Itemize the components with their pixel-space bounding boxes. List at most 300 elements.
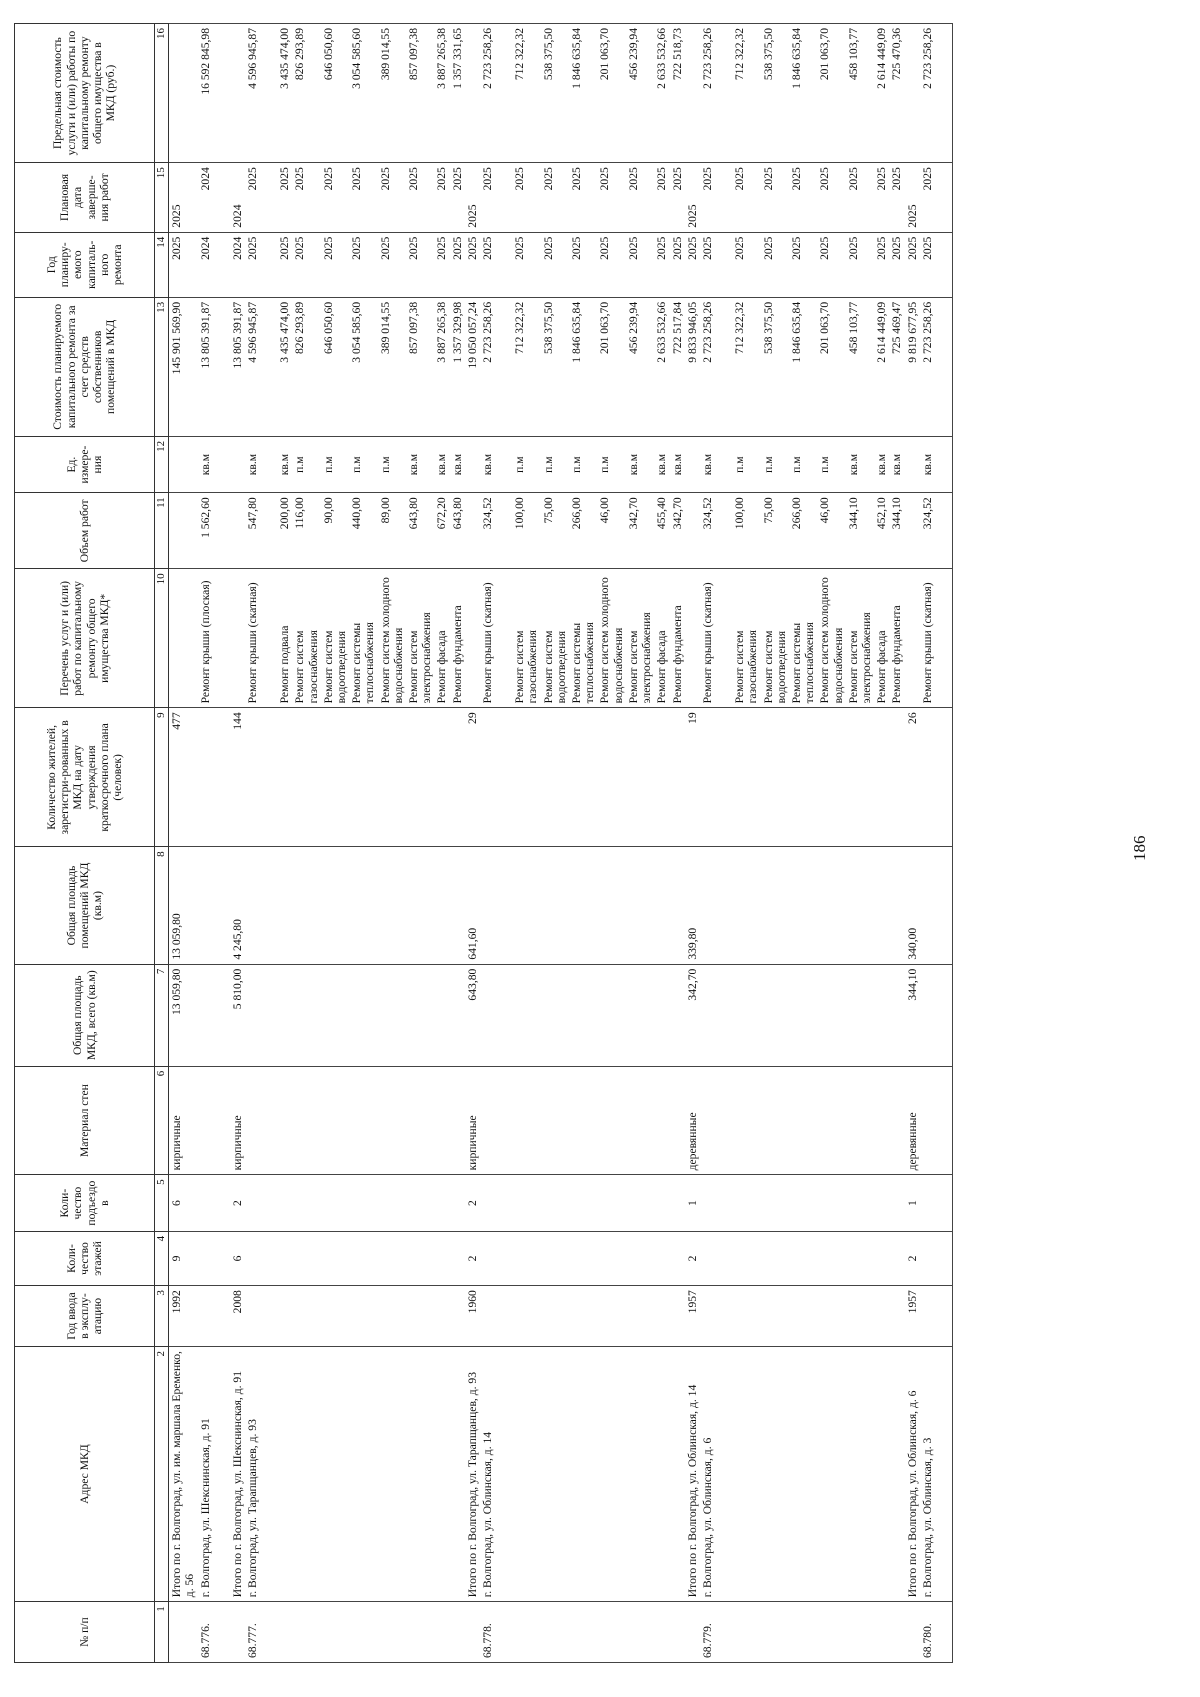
work-end-year: 2025 xyxy=(874,163,889,233)
work-unit: кв.м xyxy=(406,436,434,492)
work-plan-year: 2025 xyxy=(846,232,874,297)
work-unit: кв.м xyxy=(198,436,213,492)
table-header xyxy=(15,24,169,1663)
work-plan-year: 2025 xyxy=(406,232,434,297)
work-cost: 646 050,60 xyxy=(321,297,349,436)
work-plan-year: 2025 xyxy=(700,232,715,297)
work-limit: 1 357 331,65 xyxy=(450,24,465,163)
row-number: 68.779. xyxy=(700,1602,715,1663)
work-unit: п.м xyxy=(321,436,349,492)
total-floors: 2 xyxy=(905,1231,920,1285)
work-volume: 324,52 xyxy=(920,493,935,569)
work-volume: 324,52 xyxy=(480,493,495,569)
work-limit: 456 239,94 xyxy=(626,24,654,163)
work-name: Ремонт систем электроснабжения xyxy=(626,569,654,708)
total-wall: кирпичные xyxy=(465,1066,480,1175)
work-end-year: 2025 xyxy=(846,163,874,233)
header-cost: Стоимость планируемого капитального ремонта за счет средств собственников помещений в МКД xyxy=(15,297,155,436)
work-unit: кв.м xyxy=(245,436,260,492)
work-end-year: 2025 xyxy=(569,163,597,233)
work-end-year: 2025 xyxy=(700,163,715,233)
header-plan-year: Год планиру-емого капиталь-ного ремонта xyxy=(15,232,155,297)
work-limit: 646 050,60 xyxy=(321,24,349,163)
colnum: 14 xyxy=(155,232,169,297)
work-unit: кв.м xyxy=(626,436,654,492)
work-cost: 725 469,47 xyxy=(889,297,904,436)
work-plan-year: 2025 xyxy=(277,232,292,297)
work-cost: 201 063,70 xyxy=(597,297,625,436)
table-row xyxy=(512,24,540,1663)
work-plan-year: 2025 xyxy=(597,232,625,297)
work-end-year: 2025 xyxy=(349,163,377,233)
work-volume: 46,00 xyxy=(817,493,845,569)
total-area-total: 643,80 xyxy=(465,964,480,1066)
colnum: 4 xyxy=(155,1231,169,1285)
total-end-year: 2025 xyxy=(685,163,700,233)
total-cost: 9 833 946,05 xyxy=(685,297,700,436)
total-row xyxy=(230,24,245,1663)
total-entrances: 6 xyxy=(169,1175,198,1231)
work-name: Ремонт фундамента xyxy=(889,569,904,708)
work-end-year: 2025 xyxy=(406,163,434,233)
table-row xyxy=(670,24,685,1663)
work-volume: 643,80 xyxy=(406,493,434,569)
work-volume: 266,00 xyxy=(789,493,817,569)
work-cost: 389 014,55 xyxy=(378,297,406,436)
total-address: Итого по г. Волгоград, ул. Облинская, д. 14 xyxy=(685,1346,700,1601)
total-floors: 6 xyxy=(230,1231,245,1285)
work-end-year: 2025 xyxy=(817,163,845,233)
table-row xyxy=(874,24,889,1663)
work-end-year: 2025 xyxy=(292,163,320,233)
work-end-year: 2025 xyxy=(789,163,817,233)
work-name: Ремонт систем газоснабжения xyxy=(292,569,320,708)
total-address: Итого по г. Волгоград, ул. Шекснинская, д. 91 xyxy=(230,1346,245,1601)
work-cost: 538 375,50 xyxy=(761,297,789,436)
page-number: 186 xyxy=(1130,835,1149,861)
work-name: Ремонт системы теплоснабжения xyxy=(349,569,377,708)
work-unit: п.м xyxy=(817,436,845,492)
work-volume: 90,00 xyxy=(321,493,349,569)
work-plan-year: 2025 xyxy=(541,232,569,297)
total-floors: 9 xyxy=(169,1231,198,1285)
header-volume: Объем работ xyxy=(15,493,155,569)
work-cost: 4 596 945,87 xyxy=(245,297,260,436)
work-name: Ремонт подвала xyxy=(277,569,292,708)
row-address: г. Волгоград, ул. Облинская, д. 14 xyxy=(480,1346,495,1601)
total-residents: 477 xyxy=(169,708,198,847)
work-end-year: 2025 xyxy=(378,163,406,233)
colnum: 11 xyxy=(155,493,169,569)
table-row xyxy=(846,24,874,1663)
work-end-year: 2025 xyxy=(434,163,449,233)
table-row xyxy=(732,24,760,1663)
work-cost: 722 517,84 xyxy=(670,297,685,436)
work-unit: п.м xyxy=(789,436,817,492)
work-cost: 2 614 449,09 xyxy=(874,297,889,436)
work-limit: 2 723 258,26 xyxy=(480,24,495,163)
total-entrances: 2 xyxy=(230,1175,245,1231)
work-unit: кв.м xyxy=(654,436,669,492)
row-address: г. Волгоград, ул. Шекснинская, д. 91 xyxy=(198,1346,213,1601)
work-unit: кв.м xyxy=(874,436,889,492)
work-plan-year: 2025 xyxy=(874,232,889,297)
colnum: 1 xyxy=(155,1602,169,1663)
work-plan-year: 2025 xyxy=(321,232,349,297)
work-limit: 2 633 532,66 xyxy=(654,24,669,163)
table-row xyxy=(626,24,654,1663)
work-limit: 4 596 945,87 xyxy=(245,24,260,163)
work-limit: 712 322,32 xyxy=(732,24,760,163)
table-row xyxy=(378,24,406,1663)
total-row xyxy=(465,24,480,1663)
total-residents: 19 xyxy=(685,708,700,847)
work-name: Ремонт крыши (скатная) xyxy=(480,569,495,708)
work-end-year: 2025 xyxy=(626,163,654,233)
work-volume: 440,00 xyxy=(349,493,377,569)
row-address: г. Волгоград, ул. Тарапщанцев, д. 93 xyxy=(245,1346,260,1601)
work-end-year: 2025 xyxy=(541,163,569,233)
work-unit: кв.м xyxy=(434,436,449,492)
total-cost: 9 819 677,95 xyxy=(905,297,920,436)
work-end-year: 2025 xyxy=(321,163,349,233)
work-unit: п.м xyxy=(761,436,789,492)
total-wall: деревянные xyxy=(685,1066,700,1175)
work-unit: п.м xyxy=(732,436,760,492)
work-volume: 266,00 xyxy=(569,493,597,569)
work-limit: 201 063,70 xyxy=(817,24,845,163)
table-row xyxy=(700,24,715,1663)
total-year: 1960 xyxy=(465,1286,480,1347)
work-cost: 712 322,32 xyxy=(512,297,540,436)
work-plan-year: 2025 xyxy=(349,232,377,297)
work-name: Ремонт систем холодного водоснабжения xyxy=(817,569,845,708)
total-end-year: 2025 xyxy=(169,163,198,233)
total-residents: 29 xyxy=(465,708,480,847)
header-floors: Коли-чество этажей xyxy=(15,1231,155,1285)
total-cost: 13 805 391,87 xyxy=(230,297,245,436)
total-row xyxy=(905,24,920,1663)
work-limit: 3 435 474,00 xyxy=(277,24,292,163)
work-unit: кв.м xyxy=(450,436,465,492)
work-limit: 857 097,38 xyxy=(406,24,434,163)
work-cost: 857 097,38 xyxy=(406,297,434,436)
work-unit: кв.м xyxy=(846,436,874,492)
work-unit: кв.м xyxy=(700,436,715,492)
total-end-year: 2024 xyxy=(230,163,245,233)
work-plan-year: 2025 xyxy=(292,232,320,297)
work-limit: 3 054 585,60 xyxy=(349,24,377,163)
work-name: Ремонт систем холодного водоснабжения xyxy=(378,569,406,708)
colnum: 2 xyxy=(155,1346,169,1601)
total-entrances: 1 xyxy=(685,1175,700,1231)
work-cost: 826 293,89 xyxy=(292,297,320,436)
work-limit: 712 322,32 xyxy=(512,24,540,163)
work-limit: 3 887 265,38 xyxy=(434,24,449,163)
work-plan-year: 2025 xyxy=(450,232,465,297)
total-plan-year: 2025 xyxy=(905,232,920,297)
work-name: Ремонт системы теплоснабжения xyxy=(569,569,597,708)
work-cost: 3 054 585,60 xyxy=(349,297,377,436)
total-area-total: 342,70 xyxy=(685,964,700,1066)
work-unit: п.м xyxy=(349,436,377,492)
row-number: 68.776. xyxy=(198,1602,213,1663)
work-end-year: 2025 xyxy=(920,163,935,233)
total-area-rooms: 340,00 xyxy=(905,847,920,964)
work-plan-year: 2025 xyxy=(569,232,597,297)
work-volume: 324,52 xyxy=(700,493,715,569)
work-end-year: 2025 xyxy=(732,163,760,233)
table-row xyxy=(597,24,625,1663)
work-cost: 456 239,94 xyxy=(626,297,654,436)
total-end-year: 2025 xyxy=(905,163,920,233)
header-year: Год ввода в эксплу-атацию xyxy=(15,1286,155,1347)
work-unit: п.м xyxy=(597,436,625,492)
work-unit: кв.м xyxy=(920,436,935,492)
table-row xyxy=(198,24,213,1663)
total-address: Итого по г. Волгоград, ул. им. маршала Еременко, д. 56 xyxy=(169,1346,198,1601)
work-plan-year: 2025 xyxy=(654,232,669,297)
work-name: Ремонт фасада xyxy=(874,569,889,708)
work-volume: 342,70 xyxy=(670,493,685,569)
table-row xyxy=(920,24,935,1663)
work-plan-year: 2025 xyxy=(920,232,935,297)
work-end-year: 2025 xyxy=(654,163,669,233)
work-limit: 538 375,50 xyxy=(541,24,569,163)
total-cost: 145 901 569,90 xyxy=(169,297,198,436)
work-plan-year: 2025 xyxy=(626,232,654,297)
colnum: 9 xyxy=(155,708,169,847)
work-cost: 2 723 258,26 xyxy=(700,297,715,436)
work-cost: 3 887 265,38 xyxy=(434,297,449,436)
table-row xyxy=(569,24,597,1663)
work-limit: 725 470,36 xyxy=(889,24,904,163)
work-limit: 722 518,73 xyxy=(670,24,685,163)
work-limit: 2 614 449,09 xyxy=(874,24,889,163)
colnum: 15 xyxy=(155,163,169,233)
total-plan-year: 2024 xyxy=(230,232,245,297)
table-body xyxy=(169,24,953,1663)
table-row xyxy=(654,24,669,1663)
work-volume: 455,40 xyxy=(654,493,669,569)
work-cost: 1 357 329,98 xyxy=(450,297,465,436)
table-row xyxy=(321,24,349,1663)
work-volume: 100,00 xyxy=(732,493,760,569)
work-plan-year: 2025 xyxy=(732,232,760,297)
header-wall: Материал стен xyxy=(15,1066,155,1175)
total-plan-year: 2025 xyxy=(169,232,198,297)
header-num: № п/п xyxy=(15,1602,155,1663)
capital-repair-table xyxy=(14,23,953,1663)
work-plan-year: 2025 xyxy=(789,232,817,297)
work-limit: 826 293,89 xyxy=(292,24,320,163)
work-volume: 1 562,60 xyxy=(198,493,213,569)
work-cost: 2 723 258,26 xyxy=(480,297,495,436)
work-plan-year: 2025 xyxy=(889,232,904,297)
work-volume: 116,00 xyxy=(292,493,320,569)
total-plan-year: 2025 xyxy=(685,232,700,297)
total-floors: 2 xyxy=(685,1231,700,1285)
header-unit: Ед. измере-ния xyxy=(15,436,155,492)
work-end-year: 2025 xyxy=(597,163,625,233)
header-residents: Количество жителей, зарегистри-рованных в МКД на дату утверждения краткосрочного плана (человек) xyxy=(15,708,155,847)
work-name: Ремонт систем водоотведения xyxy=(761,569,789,708)
colnum: 7 xyxy=(155,964,169,1066)
row-address: г. Волгоград, ул. Облинская, д. 6 xyxy=(700,1346,715,1601)
total-plan-year: 2025 xyxy=(465,232,480,297)
total-wall: кирпичные xyxy=(230,1066,245,1175)
total-area-total: 5 810,00 xyxy=(230,964,245,1066)
colnum: 3 xyxy=(155,1286,169,1347)
total-address: Итого по г. Волгоград, ул. Тарапщанцев, д. 93 xyxy=(465,1346,480,1601)
row-address: г. Волгоград, ул. Облинская, д. 3 xyxy=(920,1346,935,1601)
total-wall: кирпичные xyxy=(169,1066,198,1175)
header-works: Перечень услуг и (или) работ по капитальному ремонту общего имущества МКД* xyxy=(15,569,155,708)
row-number: 68.778. xyxy=(480,1602,495,1663)
work-plan-year: 2025 xyxy=(670,232,685,297)
total-year: 1957 xyxy=(685,1286,700,1347)
table-row xyxy=(349,24,377,1663)
work-plan-year: 2025 xyxy=(245,232,260,297)
work-cost: 1 846 635,84 xyxy=(569,297,597,436)
work-plan-year: 2025 xyxy=(378,232,406,297)
work-unit: п.м xyxy=(541,436,569,492)
total-cost: 19 050 057,24 xyxy=(465,297,480,436)
work-volume: 672,20 xyxy=(434,493,449,569)
work-name: Ремонт системы теплоснабжения xyxy=(789,569,817,708)
work-unit: п.м xyxy=(569,436,597,492)
work-end-year: 2025 xyxy=(277,163,292,233)
work-end-year: 2025 xyxy=(480,163,495,233)
work-plan-year: 2025 xyxy=(817,232,845,297)
total-area-rooms: 339,80 xyxy=(685,847,700,964)
work-limit: 458 103,77 xyxy=(846,24,874,163)
total-area-total: 344,10 xyxy=(905,964,920,1066)
work-name: Ремонт систем водоотведения xyxy=(321,569,349,708)
work-name: Ремонт крыши (плоская) xyxy=(198,569,213,708)
table-row xyxy=(761,24,789,1663)
work-volume: 89,00 xyxy=(378,493,406,569)
colnum: 16 xyxy=(155,24,169,163)
work-unit: п.м xyxy=(378,436,406,492)
work-cost: 2 633 532,66 xyxy=(654,297,669,436)
total-residents: 26 xyxy=(905,708,920,847)
work-end-year: 2025 xyxy=(450,163,465,233)
work-name: Ремонт систем холодного водоснабжения xyxy=(597,569,625,708)
header-address: Адрес МКД xyxy=(15,1346,155,1601)
total-area-rooms: 4 245,80 xyxy=(230,847,245,964)
work-volume: 75,00 xyxy=(541,493,569,569)
work-volume: 547,80 xyxy=(245,493,260,569)
work-limit: 538 375,50 xyxy=(761,24,789,163)
work-volume: 75,00 xyxy=(761,493,789,569)
colnum: 6 xyxy=(155,1066,169,1175)
work-volume: 46,00 xyxy=(597,493,625,569)
table-row xyxy=(245,24,260,1663)
work-plan-year: 2025 xyxy=(480,232,495,297)
work-cost: 201 063,70 xyxy=(817,297,845,436)
colnum: 12 xyxy=(155,436,169,492)
work-plan-year: 2024 xyxy=(198,232,213,297)
work-volume: 344,10 xyxy=(846,493,874,569)
total-address: Итого по г. Волгоград, ул. Облинская, д. 6 xyxy=(905,1346,920,1601)
work-cost: 712 322,32 xyxy=(732,297,760,436)
work-cost: 13 805 391,87 xyxy=(198,297,213,436)
work-name: Ремонт систем газоснабжения xyxy=(512,569,540,708)
work-cost: 2 723 258,26 xyxy=(920,297,935,436)
work-end-year: 2025 xyxy=(889,163,904,233)
table-row xyxy=(541,24,569,1663)
work-end-year: 2025 xyxy=(761,163,789,233)
work-plan-year: 2025 xyxy=(434,232,449,297)
total-area-total: 13 059,80 xyxy=(169,964,198,1066)
work-unit: кв.м xyxy=(277,436,292,492)
total-area-rooms: 641,60 xyxy=(465,847,480,964)
total-year: 1957 xyxy=(905,1286,920,1347)
work-limit: 389 014,55 xyxy=(378,24,406,163)
table-row xyxy=(434,24,449,1663)
work-limit: 2 723 258,26 xyxy=(920,24,935,163)
column-number-row xyxy=(155,24,169,1663)
work-unit: кв.м xyxy=(480,436,495,492)
header-entrances: Коли-чество подъездо в xyxy=(15,1175,155,1231)
row-number: 68.780. xyxy=(920,1602,935,1663)
work-end-year: 2025 xyxy=(512,163,540,233)
work-end-year: 2024 xyxy=(198,163,213,233)
colnum: 5 xyxy=(155,1175,169,1231)
colnum: 8 xyxy=(155,847,169,964)
total-residents: 144 xyxy=(230,708,245,847)
work-cost: 1 846 635,84 xyxy=(789,297,817,436)
work-limit: 16 592 845,98 xyxy=(198,24,213,163)
work-name: Ремонт крыши (скатная) xyxy=(700,569,715,708)
work-volume: 200,00 xyxy=(277,493,292,569)
work-unit: кв.м xyxy=(670,436,685,492)
total-year: 2008 xyxy=(230,1286,245,1347)
table-row xyxy=(480,24,495,1663)
table-row xyxy=(789,24,817,1663)
table-row xyxy=(406,24,434,1663)
work-name: Ремонт крыши (скатная) xyxy=(920,569,935,708)
work-limit: 2 723 258,26 xyxy=(700,24,715,163)
table-row xyxy=(889,24,904,1663)
work-end-year: 2025 xyxy=(245,163,260,233)
work-limit: 201 063,70 xyxy=(597,24,625,163)
work-name: Ремонт крыши (скатная) xyxy=(245,569,260,708)
work-plan-year: 2025 xyxy=(761,232,789,297)
work-volume: 452,10 xyxy=(874,493,889,569)
work-cost: 458 103,77 xyxy=(846,297,874,436)
work-limit: 1 846 635,84 xyxy=(789,24,817,163)
work-name: Ремонт систем электроснабжения xyxy=(846,569,874,708)
work-name: Ремонт систем газоснабжения xyxy=(732,569,760,708)
total-entrances: 1 xyxy=(905,1175,920,1231)
work-unit: кв.м xyxy=(889,436,904,492)
colnum: 10 xyxy=(155,569,169,708)
total-year: 1992 xyxy=(169,1286,198,1347)
work-cost: 538 375,50 xyxy=(541,297,569,436)
work-name: Ремонт фундамента xyxy=(670,569,685,708)
total-floors: 2 xyxy=(465,1231,480,1285)
header-limit: Предельная стоимость услуги и (или) работы по капитальному ремонту общего имущества в МКД (руб.) xyxy=(15,24,155,163)
header-area-total: Общая площадь МКД, всего (кв.м) xyxy=(15,964,155,1066)
work-volume: 342,70 xyxy=(626,493,654,569)
work-name: Ремонт фасада xyxy=(654,569,669,708)
colnum: 13 xyxy=(155,297,169,436)
table-row xyxy=(817,24,845,1663)
total-entrances: 2 xyxy=(465,1175,480,1231)
total-row xyxy=(169,24,198,1663)
